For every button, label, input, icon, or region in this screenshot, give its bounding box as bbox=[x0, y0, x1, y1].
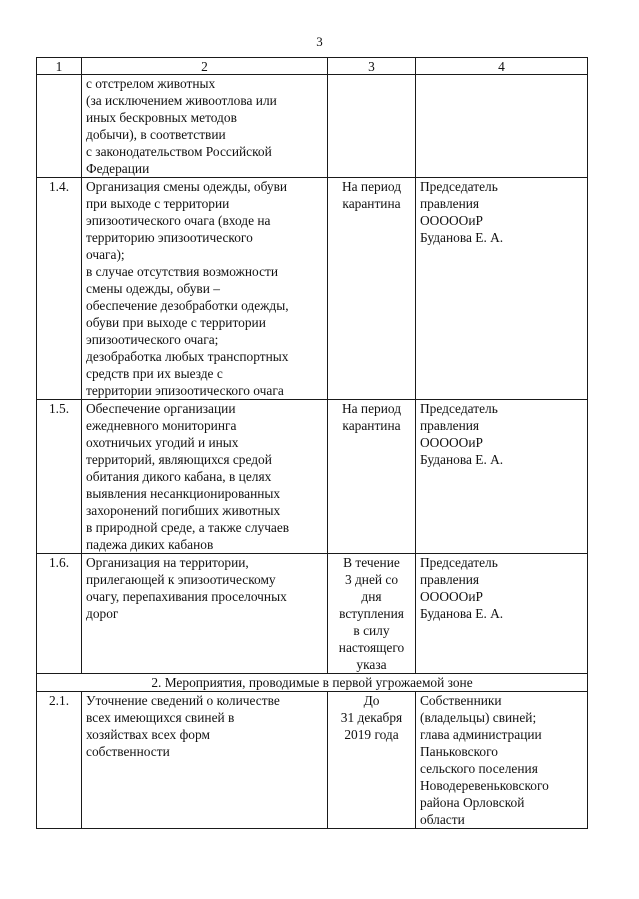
section-row bbox=[37, 674, 588, 692]
table-row bbox=[37, 75, 588, 178]
column-number-row bbox=[37, 58, 588, 75]
table-row bbox=[37, 554, 588, 674]
item-responsible: Председатель правления ОООООиР Буданова Е. А. bbox=[416, 400, 588, 554]
item-responsible: Председатель правления ОООООиР Буданова Е. А. bbox=[416, 178, 588, 400]
column-number: 2 bbox=[82, 58, 328, 75]
column-number: 3 bbox=[328, 58, 416, 75]
item-activity: с отстрелом животных (за исключением живоотлова или иных бескровных методов добычи), в соответствии с законодательством Российской Федерации bbox=[82, 75, 328, 178]
item-term: До 31 декабря 2019 года bbox=[328, 692, 416, 829]
item-term: В течение 3 дней со дня вступления в силу настоящего указа bbox=[328, 554, 416, 674]
item-term bbox=[328, 75, 416, 178]
item-activity: Обеспечение организации ежедневного мониторинга охотничьих угодий и иных территорий, являющихся средой обитания дикого кабана, в целях выявления несанкционированных захоронений погибших животных в природной среде, а также случаев падежа диких кабанов bbox=[82, 400, 328, 554]
column-number: 4 bbox=[416, 58, 588, 75]
item-activity: Организация смены одежды, обуви при выходе с территории эпизоотического очага (входе на территорию эпизоотического очага); в случае отсутствия возможности смены одежды, обуви – обеспечение дезобработки одежды, обуви при выходе с территории эпизоотического очага; дезобработка любых транспортных средств при их выезде с территории эпизоотического очага bbox=[82, 178, 328, 400]
section-title: 2. Мероприятия, проводимые в первой угрожаемой зоне bbox=[37, 674, 588, 692]
item-number: 2.1. bbox=[37, 692, 82, 829]
item-responsible bbox=[416, 75, 588, 178]
item-activity: Уточнение сведений о количестве всех имеющихся свиней в хозяйствах всех форм собственности bbox=[82, 692, 328, 829]
item-number: 1.6. bbox=[37, 554, 82, 674]
item-number: 1.5. bbox=[37, 400, 82, 554]
item-term: На период карантина bbox=[328, 400, 416, 554]
item-number bbox=[37, 75, 82, 178]
item-term: На период карантина bbox=[328, 178, 416, 400]
item-responsible: Собственники (владельцы) свиней; глава администрации Паньковского сельского поселения Новодеревеньковского района Орловской области bbox=[416, 692, 588, 829]
item-responsible: Председатель правления ОООООиР Буданова Е. А. bbox=[416, 554, 588, 674]
table-row bbox=[37, 692, 588, 829]
page-number: 3 bbox=[316, 34, 323, 49]
table-row bbox=[37, 400, 588, 554]
item-activity: Организация на территории, прилегающей к эпизоотическому очагу, перепахивания проселочных дорог bbox=[82, 554, 328, 674]
table-row bbox=[37, 178, 588, 400]
column-number: 1 bbox=[37, 58, 82, 75]
measures-table bbox=[36, 57, 588, 829]
item-number: 1.4. bbox=[37, 178, 82, 400]
